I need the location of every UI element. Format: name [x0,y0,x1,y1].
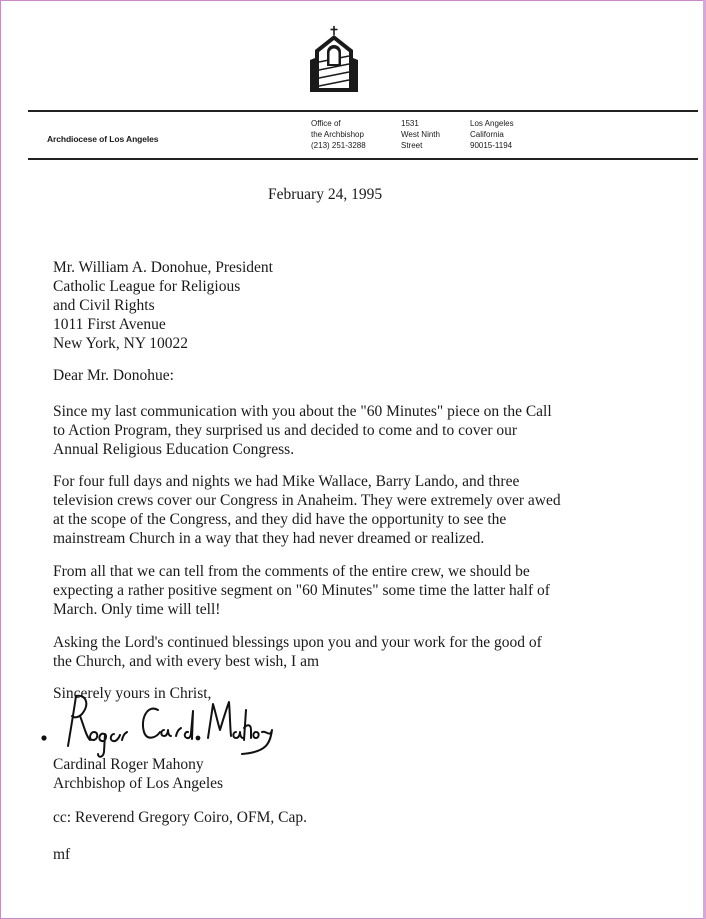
letterhead-street-line: West Ninth [401,130,440,139]
letterhead-office [311,118,366,151]
letterhead-city [470,118,514,151]
letterhead-city-line: California [470,130,504,139]
letterhead-rule-top [28,110,698,112]
paragraph-line: Annual Religious Education Congress. [53,441,295,458]
letterhead-office-line: (213) 251-3288 [311,141,366,150]
letterhead-org: Archdiocese of Los Angeles [47,134,159,144]
paragraph-line: For four full days and nights we had Mike Wallace, Barry Lando, and three [53,473,520,490]
paragraph-line: March. Only time will tell! [53,601,221,618]
paragraph-line: mainstream Church in a way that they had never dreamed or realized. [53,530,485,547]
letterhead-office-line: the Archbishop [311,130,364,139]
signer-title: Archbishop of Los Angeles [53,775,224,792]
letter-date: February 24, 1995 [268,186,383,203]
paragraph-line: expecting a rather positive segment on "60 Minutes" some time the latter half of [53,582,550,599]
body-paragraph [53,472,561,548]
body-paragraph [53,402,552,459]
address-line: New York, NY 10022 [53,335,189,352]
signer-block [53,755,223,793]
paragraph-line: the Church, and with every best wish, I am [53,653,320,670]
signer-name: Cardinal Roger Mahony [53,756,204,773]
recipient-address [53,258,273,353]
address-line: 1011 First Avenue [53,316,166,333]
body-paragraph [53,562,550,619]
letterhead-office-line: Office of [311,119,341,128]
closing: Sincerely yours in Christ, [53,685,212,702]
letterhead-city-line: 90015-1194 [470,141,513,150]
letterhead-street [401,118,440,151]
paragraph-line: at the scope of the Congress, and they did have the opportunity to see the [53,511,507,528]
paragraph-line: Since my last communication with you about the "60 Minutes" piece on the Call [53,403,552,420]
letterhead-street-line: 1531 [401,119,419,128]
archdiocese-logo-icon [308,26,360,92]
salutation: Dear Mr. Donohue: [53,367,174,384]
body-paragraph [53,633,542,671]
handwritten-signature [38,688,278,758]
letterhead-rule-bottom [28,158,698,160]
paragraph-line: television crews cover our Congress in Anaheim. They were extremely over awed [53,492,561,509]
address-line: Mr. William A. Donohue, President [53,259,273,276]
address-line: and Civil Rights [53,297,155,314]
paragraph-line: to Action Program, they surprised us and decided to come and to cover our [53,422,518,439]
letterhead-street-line: Street [401,141,423,150]
paragraph-line: Asking the Lord's continued blessings upon you and your work for the good of [53,634,542,651]
cc-line: cc: Reverend Gregory Coiro, OFM, Cap. [53,809,307,826]
address-line: Catholic League for Religious [53,278,241,295]
typist-initials: mf [53,846,71,863]
letterhead-city-line: Los Angeles [470,119,514,128]
paragraph-line: From all that we can tell from the comments of the entire crew, we should be [53,563,530,580]
